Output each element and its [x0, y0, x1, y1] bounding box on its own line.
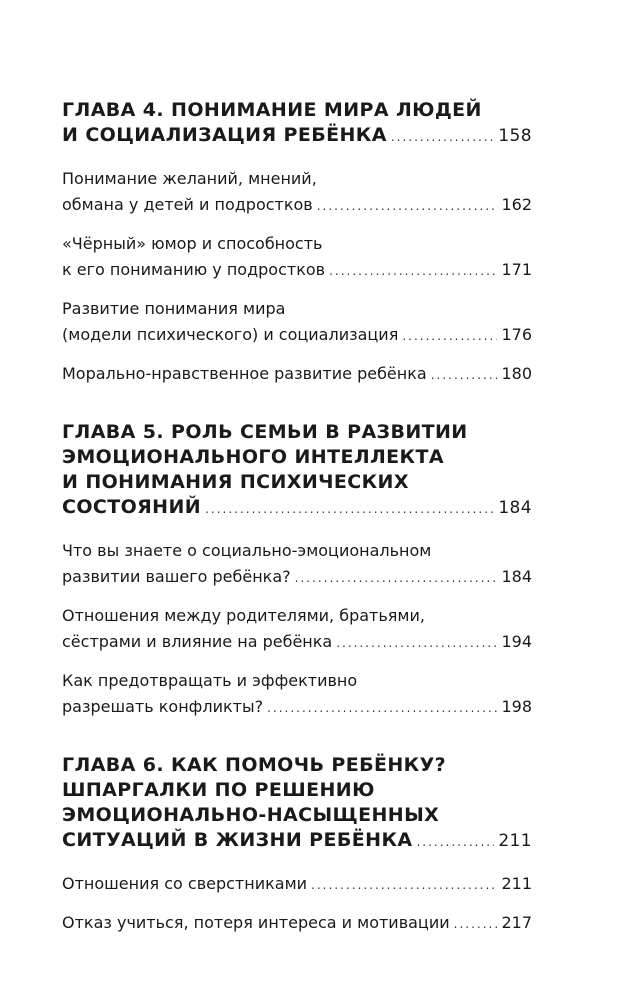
page-number: 180: [501, 364, 532, 383]
chapter-5: [62, 420, 532, 721]
chapter-6: [62, 753, 532, 937]
chapter-title: [62, 420, 532, 522]
page-number: 184: [498, 498, 532, 518]
entry-text: разрешать конфликты?: [62, 697, 264, 716]
dot-leader: [391, 125, 495, 150]
toc-entry[interactable]: [62, 361, 532, 388]
page-number: 211: [501, 874, 532, 893]
entry-text: обмана у детей и подростков: [62, 195, 313, 214]
chapter-title-line: ГЛАВА 4. ПОНИМАНИЕ МИРА ЛЮДЕЙ: [62, 99, 482, 121]
page-number: 184: [501, 567, 532, 586]
toc-entry[interactable]: [62, 871, 532, 898]
entry-text: Развитие понимания мира: [62, 299, 286, 318]
entry-text: к его пониманию у подростков: [62, 260, 326, 279]
entry-text: Отношения со сверстниками: [62, 874, 308, 893]
toc-entry[interactable]: [62, 603, 532, 656]
entry-text: Отказ учиться, потеря интереса и мотивации: [62, 913, 450, 932]
chapter-title-line: ЭМОЦИОНАЛЬНОГО ИНТЕЛЛЕКТА: [62, 446, 444, 468]
toc-entry[interactable]: [62, 296, 532, 349]
dot-leader: [336, 630, 497, 656]
page-number: 211: [498, 831, 532, 851]
page-number: 176: [501, 325, 532, 344]
chapter-title-line: ГЛАВА 6. КАК ПОМОЧЬ РЕБЁНКУ?: [62, 754, 447, 776]
toc-entry[interactable]: [62, 231, 532, 284]
page-number: 194: [501, 632, 532, 651]
table-of-contents: [62, 98, 532, 969]
dot-leader: [317, 193, 498, 219]
dot-leader: [295, 565, 498, 591]
chapter-title: [62, 753, 532, 855]
dot-leader: [205, 497, 494, 522]
chapter-title-line: СОСТОЯНИЙ: [62, 496, 202, 518]
dot-leader: [402, 323, 497, 349]
toc-entry[interactable]: [62, 668, 532, 721]
toc-entry[interactable]: [62, 166, 532, 219]
dot-leader: [431, 362, 498, 388]
entry-text: (модели психического) и социализация: [62, 325, 399, 344]
page-number: 162: [501, 195, 532, 214]
entry-text: Отношения между родителями, братьями,: [62, 606, 425, 625]
chapter-title-line: СИТУАЦИЙ В ЖИЗНИ РЕБЁНКА: [62, 829, 413, 851]
dot-leader: [416, 830, 494, 855]
page-number: 198: [501, 697, 532, 716]
dot-leader: [329, 258, 497, 284]
toc-entry[interactable]: [62, 538, 532, 591]
chapter-title-line: ШПАРГАЛКИ ПО РЕШЕНИЮ: [62, 779, 375, 801]
page-number: 158: [498, 126, 532, 146]
entry-text: развитии вашего ребёнка?: [62, 567, 291, 586]
page-number: 171: [501, 260, 532, 279]
entry-text: Как предотвращать и эффективно: [62, 671, 358, 690]
page-number: 217: [501, 913, 532, 932]
entry-text: Понимание желаний, мнений,: [62, 169, 317, 188]
entry-text: «Чёрный» юмор и способность: [62, 234, 323, 253]
dot-leader: [311, 872, 497, 898]
dot-leader: [267, 695, 497, 721]
chapter-4: [62, 98, 532, 388]
entry-text: сёстрами и влияние на ребёнка: [62, 632, 333, 651]
entry-text: Что вы знаете о социально-эмоциональном: [62, 541, 432, 560]
toc-entry[interactable]: [62, 910, 532, 937]
entry-text: Морально-нравственное развитие ребёнка: [62, 364, 427, 383]
chapter-title-line: И ПОНИМАНИЯ ПСИХИЧЕСКИХ: [62, 471, 409, 493]
chapter-title-line: И СОЦИАЛИЗАЦИЯ РЕБЁНКА: [62, 124, 387, 146]
chapter-title: [62, 98, 532, 150]
dot-leader: [454, 911, 498, 937]
chapter-title-line: ГЛАВА 5. РОЛЬ СЕМЬИ В РАЗВИТИИ: [62, 421, 468, 443]
chapter-title-line: ЭМОЦИОНАЛЬНО-НАСЫЩЕННЫХ: [62, 804, 440, 826]
